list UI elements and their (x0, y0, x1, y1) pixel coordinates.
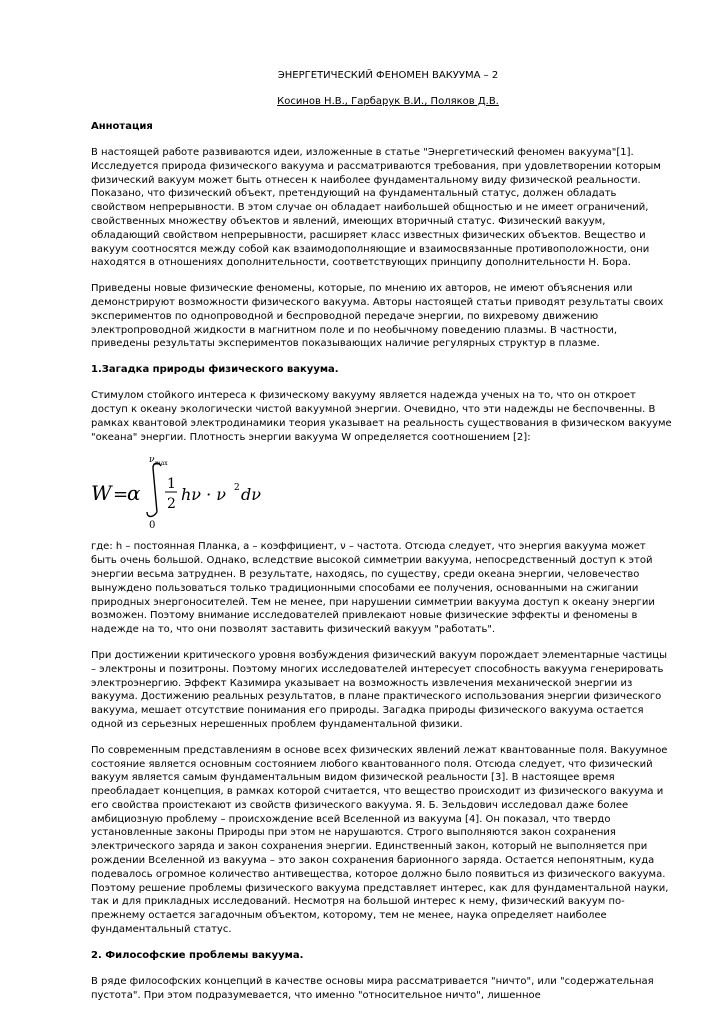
formula-graphic (91, 456, 391, 530)
document-body (91, 120, 672, 1014)
abstract-heading: Аннотация (91, 121, 153, 132)
section-1-heading: 1.Загадка природы физического вакуума. (91, 364, 339, 376)
formula-half-numerator: 1 (167, 476, 176, 493)
formula-power: 2 (234, 483, 240, 494)
formula-upper-limit-sub: max (155, 460, 168, 468)
formula-differential: dν (241, 485, 261, 505)
section-1-paragraph-1: Стимулом стойкого интереса к физическому вакууму является надежда ученых на то, что он откроет доступ к океану экологически чистой вакуумной энергии. Очевидно, что эти надежды не беспочвенны. В рамках квантовой электродинамики теория указывает на реальность существования в физическом вакууме "океана" энергии. Плотность энергии вакуума W определяется соотношением [2]: (91, 390, 672, 443)
document-title: ЭНЕРГЕТИЧЕСКИЙ ФЕНОМЕН ВАКУУМА – 2 (277, 70, 499, 81)
section-1-paragraph-2: где: h – постоянная Планка, a – коэффициент, ν – частота. Отсюда следует, что энергия вакуума может быть очень большой. Однако, вследствие высокой симметрии вакуума, непосредственный доступ к этой энергии весьма затруднен. В результате, находясь, по существу, среди океана энергии, человечество вынуждено пользоваться только традиционными способами ее получения, основанными на сжигании природных энергоносителей. Тем не менее, при нарушении симметрии вакуума доступ к океану энергии возможен. Поэтому внимание исследователей привлекают новые физические эффекты и феномены в надежде на то, что они позволят заставить физический вакуум "работать". (91, 541, 655, 636)
section-1-paragraph-3: При достижении критического уровня возбуждения физический вакуум порождает элементарные частицы – электроны и позитроны. Поэтому многих исследователей интересует способность вакуума генерировать электроэнергию. Эффект Казимира указывает на возможность извлечения механической энергии из вакуума. Достижению реальных результатов, в плане практического использования энергии физического вакуума, мешает отсутствие понимания его природы. Загадка природы физического вакуума остается одной из серьезных нерешенных проблем фундаментальной физики. (91, 649, 667, 730)
section-2-heading: 2. Философские проблемы вакуума. (91, 949, 304, 961)
formula-alpha: α (127, 481, 141, 506)
abstract-paragraph-2: Приведены новые физические феномены, которые, по мнению их авторов, не имеют объяснения или демонстрируют возможности физического вакуума. Авторы настоящей статьи приводят результаты своих экспериментов по однопроводной и беспроводной передаче энергии, по вихревому движению электропроводной жидкости в магнитном поле и по необычному поведению плазмы. В частности, приведены результаты экспериментов показывающих наличие регулярных структур в плазме. (91, 283, 664, 350)
section-2-paragraph-1: В ряде философских концепций в качестве основы мира рассматривается "ничто", или "содержательная пустота". При этом подразумевается, что именно "относительное ничто", лишенное (91, 975, 654, 1001)
formula-lower-limit: 0 (149, 520, 156, 531)
section-1-paragraph-4: По современным представлениям в основе всех физических явлений лежат квантованные поля. Вакуумное состояние является основным состоянием любого квантованного поля. Отсюда следует, что физический вакуум является самым фундаментальным видом физической реальности [3]. В настоящее время преобладает концепция, в рамках которой считается, что вещество происходит из физического вакуума и его свойства проистекают из свойств физического вакуума. Я. Б. Зельдович исследовал даже более амбициозную проблему – происхождение всей Вселенной из вакуума [4]. Он показал, что твердо установленные законы Природы при этом не нарушаются. Строго выполняются закон сохранения электрического заряда и закон сохранения энергии. Единственный закон, который не выполняется при рождении Вселенной из вакуума – это закон сохранения барионного заряда. Остается непонятным, куда подевалось огромное количество антивещества, которое должно было появиться из физического вакуума. Поэтому решение проблемы физического вакуума представляет интерес, как для фундаментальной науки, так и для прикладных исследований. Несмотря на большой интерес к нему, физический вакуум по-прежнему остается загадочным объектом, которому, тем не менее, наука определяет наиболее фундаментальный статус. (91, 744, 669, 936)
formula-half-denominator: 2 (167, 496, 176, 513)
vacuum-energy-formula (91, 456, 672, 530)
formula-upper-limit: ν (149, 456, 155, 466)
integral-sign (147, 464, 161, 517)
formula-equals: = (113, 484, 129, 506)
formula-integrand: hν · ν (181, 485, 227, 505)
formula-lhs: W (91, 481, 112, 506)
document-authors[interactable]: Косинов Н.В., Гарбарук В.И., Поляков Д.В. (277, 96, 499, 107)
abstract-paragraph-1: В настоящей работе развиваются идеи, изложенные в статье "Энергетический феномен вакуума"[1]. Исследуется природа физического вакуума и рассматриваются требования, при удовлетворении которым физический вакуум может быть отнесен к наиболее фундаментальному виду физической реальности. Показано, что физический объект, претендующий на фундаментальный статус, должен обладать свойством непрерывности. В этом случае он обладает наибольшей общностью и не имеет ограничений, свойственных множеству объектов и явлений, имеющих вторичный статус. Физический вакуум, обладающий свойством непрерывности, расширяет класс известных физических объектов. Вещество и вакуум соотносятся между собой как взаимодополняющие и взаимосвязанные противоположности, они находятся в отношениях дополнительности, соответствующих принципу дополнительности Н. Бора. (91, 147, 661, 269)
